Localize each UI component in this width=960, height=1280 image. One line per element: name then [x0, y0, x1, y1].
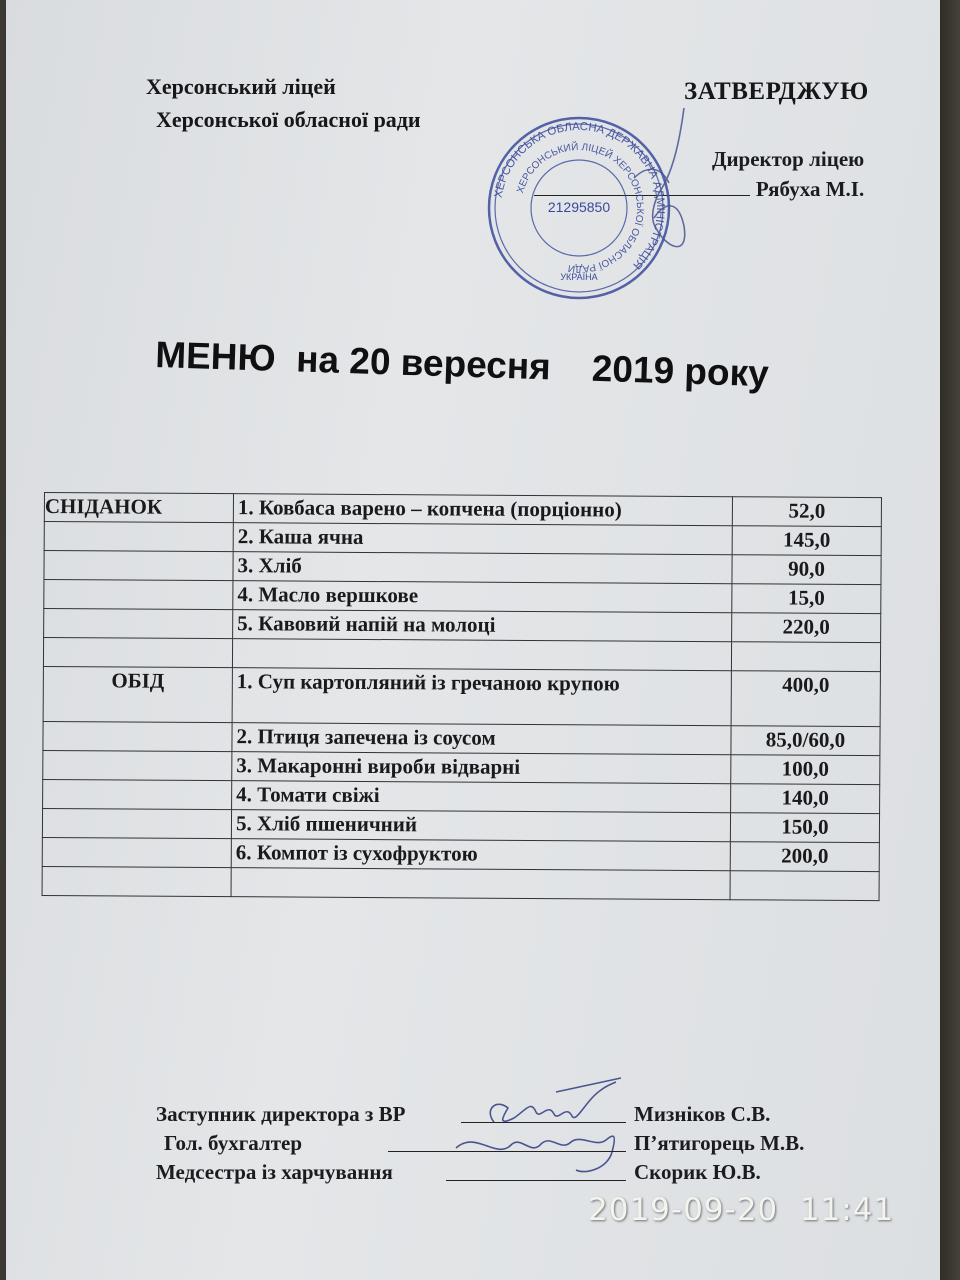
meal-cell	[43, 750, 232, 780]
meal-cell	[44, 551, 233, 581]
accountant-signature-line	[388, 1151, 626, 1152]
dish-cell: 4. Масло вершкове	[233, 581, 732, 613]
portion-cell: 90,0	[732, 555, 881, 585]
meal-cell: СНІДАНОК	[44, 493, 233, 523]
menu-table	[42, 492, 882, 901]
dish-cell: 5. Хліб пшеничний	[231, 810, 730, 842]
deputy-name: Мизніков С.В.	[634, 1102, 771, 1126]
portion-cell: 150,0	[730, 813, 879, 843]
portion-cell: 100,0	[731, 755, 880, 785]
meal-cell	[44, 580, 233, 610]
background-edge	[940, 0, 960, 1280]
deputy-signature	[490, 1078, 621, 1122]
portion-cell: 52,0	[732, 497, 881, 527]
portion-cell	[730, 871, 879, 901]
dish-cell: 2. Каша ячна	[233, 523, 732, 555]
stamp-outer-text: ХЕРСОНСЬКА ОБЛАСНА ДЕРЖАВНА АДМІНІСТРАЦІЯ	[492, 120, 667, 272]
portion-cell: 15,0	[732, 584, 881, 614]
accountant-name: П’ятигорець М.В.	[634, 1131, 805, 1155]
accountant-signature	[456, 1136, 614, 1171]
meal-cell	[42, 837, 231, 867]
dish-cell: 1. Суп картопляний із гречаною крупою	[232, 668, 731, 726]
official-stamp	[484, 108, 714, 308]
document-page	[6, 0, 942, 1280]
stamp-code: 21295850	[547, 199, 611, 215]
meal-cell	[42, 808, 231, 838]
table-row	[42, 866, 879, 900]
portion-cell: 200,0	[730, 842, 879, 872]
nurse-label: Медсестра із харчування	[156, 1160, 393, 1184]
dish-cell: 3. Хліб	[233, 552, 732, 584]
director-title: Директор ліцею	[712, 147, 865, 171]
approval-heading: ЗАТВЕРДЖУЮ	[684, 78, 869, 105]
nurse-signature-line	[446, 1180, 626, 1181]
dish-cell: 3. Макаронні вироби відварні	[232, 752, 731, 784]
meal-cell	[43, 638, 232, 668]
portion-cell	[731, 642, 880, 672]
deputy-signature-line	[461, 1122, 626, 1123]
org-line-1: Херсонський ліцей	[146, 74, 336, 99]
deputy-label: Заступник директора з ВР	[156, 1102, 406, 1126]
portion-cell: 145,0	[732, 526, 881, 556]
organization-name	[146, 70, 421, 136]
dish-cell: 5. Кавовий напій на молоці	[233, 610, 732, 642]
dish-cell	[231, 868, 730, 900]
photo-timestamp: 2019-09-20 11:41	[588, 1192, 895, 1228]
meal-cell: ОБІД	[43, 666, 232, 722]
stamp-country: УКРАЇНА	[560, 272, 598, 282]
meal-cell	[44, 609, 233, 639]
meal-cell	[43, 721, 232, 751]
portion-cell: 85,0/60,0	[731, 726, 880, 756]
accountant-label: Гол. бухгалтер	[164, 1131, 303, 1155]
dish-cell: 4. Томати свіжі	[232, 781, 731, 813]
meal-cell	[42, 866, 231, 896]
meal-cell	[44, 522, 233, 552]
portion-cell: 220,0	[732, 613, 881, 643]
org-line-2: Херсонської обласної ради	[156, 107, 421, 132]
nurse-name: Скорик Ю.В.	[634, 1160, 761, 1184]
footer-signatures	[436, 1060, 656, 1190]
table-row	[43, 666, 880, 726]
page-title: МЕНЮ на 20 вересня 2019 року	[154, 334, 770, 395]
stamp-inner-text: ХЕРСОНСЬКИЙ ЛІЦЕЙ ХЕРСОНСЬКОЇ ОБЛАСНОЇ РАДИ	[515, 141, 646, 275]
dish-cell: 1. Ковбаса варено – копчена (порціонно)	[233, 494, 732, 526]
director-name: Рябуха М.І.	[755, 177, 865, 201]
dish-cell	[232, 639, 731, 671]
meal-cell	[43, 779, 232, 809]
dish-cell: 2. Птиця запечена із соусом	[232, 723, 731, 755]
portion-cell: 140,0	[731, 784, 880, 814]
portion-cell: 400,0	[731, 671, 880, 727]
dish-cell: 6. Компот із сухофруктою	[231, 839, 730, 871]
